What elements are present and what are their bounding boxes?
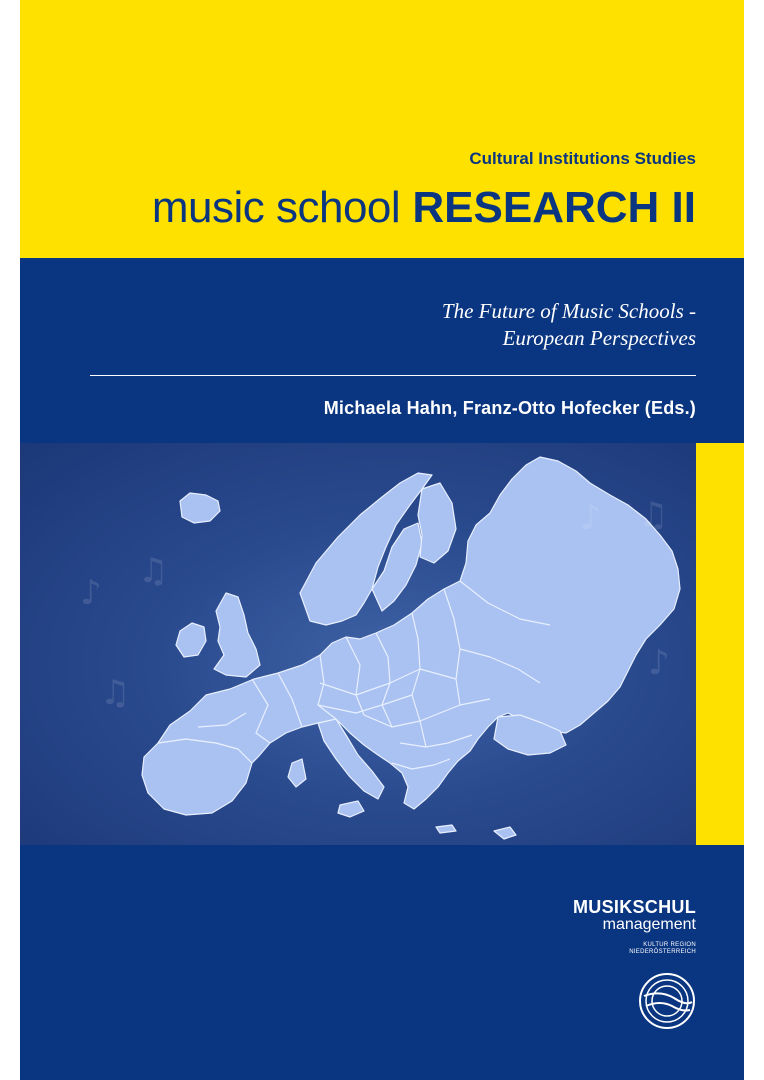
book-title-bold: RESEARCH II bbox=[412, 183, 696, 232]
spiral-disc-icon bbox=[638, 972, 696, 1030]
side-accent-band bbox=[696, 443, 744, 845]
header-band bbox=[20, 0, 744, 258]
map-illustration bbox=[20, 443, 696, 845]
book-title-light: music school bbox=[151, 183, 401, 232]
publisher-org-line-1: KULTUR REGION bbox=[643, 942, 696, 948]
music-note-icon: ♪ bbox=[80, 573, 102, 613]
divider-line bbox=[90, 375, 696, 376]
music-note-icon: ♫ bbox=[100, 673, 131, 713]
subtitle-line-1: The Future of Music Schools - bbox=[441, 299, 696, 323]
publisher-logo bbox=[573, 898, 696, 956]
book-cover bbox=[20, 0, 744, 1080]
series-title: Cultural Institutions Studies bbox=[469, 149, 696, 168]
subtitle-line-2: European Perspectives bbox=[502, 326, 696, 350]
book-subtitle bbox=[196, 298, 696, 352]
editors: Michaela Hahn, Franz-Otto Hofecker (Eds.) bbox=[323, 398, 696, 418]
music-note-icon: ♫ bbox=[138, 551, 169, 591]
book-title bbox=[151, 183, 696, 232]
publisher-name-bold: MUSIKSCHUL bbox=[573, 897, 696, 917]
publisher-name-light: management bbox=[602, 916, 696, 933]
music-note-icon: ♪ bbox=[648, 643, 670, 683]
publisher-org-line-2: NIEDERÖSTERREICH bbox=[629, 949, 696, 955]
music-note-icon: ♫ bbox=[638, 495, 669, 535]
music-note-icon: ♪ bbox=[580, 498, 602, 538]
